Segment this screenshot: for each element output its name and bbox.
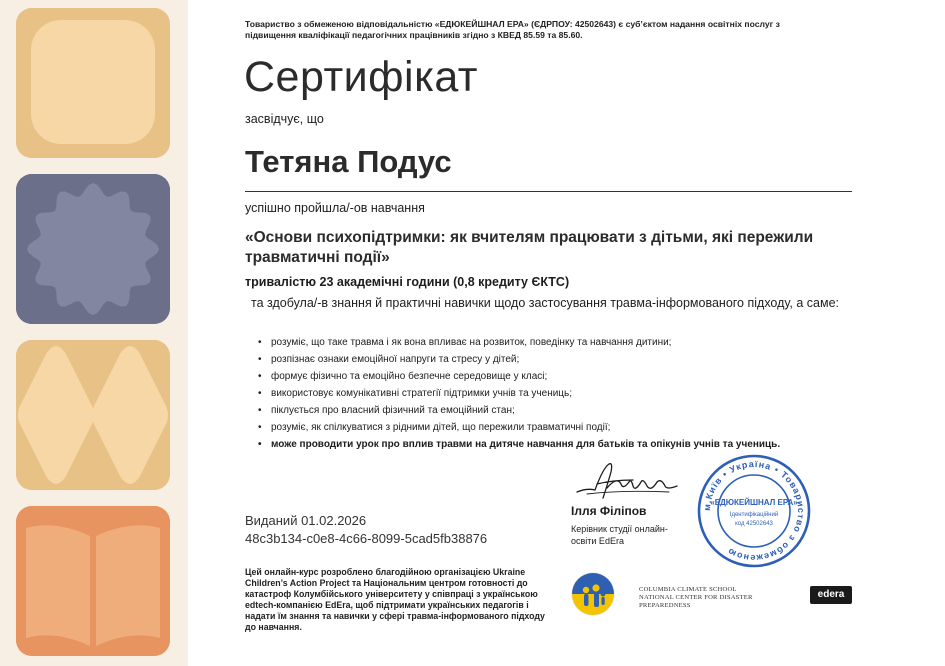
signature-icon (573, 458, 683, 502)
columbia-logo (639, 586, 794, 610)
recipient-name: Тетяна Подус (245, 144, 452, 179)
skill-item: • може проводити урок про вплив травми на дитяче навчання для батьків та опікунів учнів та учениць. (245, 436, 865, 453)
seal-center-line: Ідентифікаційний (729, 512, 779, 518)
skill-item: • використовує комунікативні стратегії підтримки учнів та учениць; (245, 385, 865, 402)
footer-note: Цей онлайн-курс розроблено благодійною організацією Ukraine Children’s Action Project та Національним центром готовності до катастроф Колумбійського університету у співпраці з українською edtech-компанією EdEra, щоб підтримати українських педагогів і надати їм знання та навички у сфері травма-інформованого підходу до навчання. (245, 567, 545, 632)
skill-item: • розуміє, що таке травма і як вона впливає на розвиток, поведінку та навчання дитини; (245, 334, 865, 351)
columbia-logo-line1: COLUMBIA CLIMATE SCHOOL (639, 586, 737, 593)
skill-item: • розуміє, як спілкуватися з рідними дітей, що пережили травматичні події; (245, 419, 865, 436)
decorative-strip (0, 0, 188, 666)
seal-center-code: код 42502643 (735, 521, 773, 527)
skill-item: • розпізнає ознаки емоційної напруги та стресу у дітей; (245, 351, 865, 368)
tile-rounded-square (16, 8, 170, 158)
name-underline (245, 191, 852, 192)
skill-item: • піклується про власний фізичний та емоційний стан; (245, 402, 865, 419)
columbia-logo-line2: NATIONAL CENTER FOR DISASTER PREPAREDNESS (639, 594, 753, 609)
legal-header: Товариство з обмеженою відповідальністю «ЕДЮКЕЙШНАЛ ЕРА» (ЄДРПОУ: 42502643) є суб’єктом надання освітніх послуг з підвищення кваліфікації педагогічних працівників згідно з КВЕД 85.59 та 85.60. (245, 19, 780, 40)
skills-intro: та здобула/-в знання й практичні навички щодо застосування травма-інформованого підходу, а саме: (250, 296, 839, 310)
signer-role: Керівник студії онлайн-освіти EdEra (571, 524, 668, 546)
skill-item: • формує фізично та емоційно безпечне середовище у класі; (245, 368, 865, 385)
seal-ring-text: м.Київ • Україна • Товариство з обмеженою (701, 458, 807, 564)
seal-center-name: «ЕДЮКЕЙШНАЛ ЕРА» (710, 498, 798, 507)
tile-scalloped-star (16, 174, 170, 324)
certificate-id: 48c3b134-c0e8-4c66-8099-5cad5fb38876 (245, 531, 488, 546)
signer-name: Ілля Філіпов (571, 504, 647, 518)
completed-text: успішно пройшла/-ов навчання (245, 201, 425, 215)
skills-list (245, 334, 865, 453)
course-title: «Основи психопідтримки: як вчителям працювати з дітьми, які пережили травматичні події» (245, 229, 814, 266)
edera-logo: edera (810, 586, 852, 604)
course-duration: тривалістю 23 академічні години (0,8 кредиту ЄКТС) (245, 275, 570, 289)
ukraine-children-action-logo-icon (571, 572, 615, 616)
tile-diamond-pair (16, 340, 170, 490)
tile-open-book (16, 506, 170, 656)
issue-date: Виданий 01.02.2026 (245, 513, 367, 528)
seal-stamp-icon (696, 453, 812, 569)
certifies-text: засвідчує, що (245, 112, 324, 126)
certificate-title: Сертифікат (244, 53, 479, 101)
certificate-body (188, 0, 945, 666)
